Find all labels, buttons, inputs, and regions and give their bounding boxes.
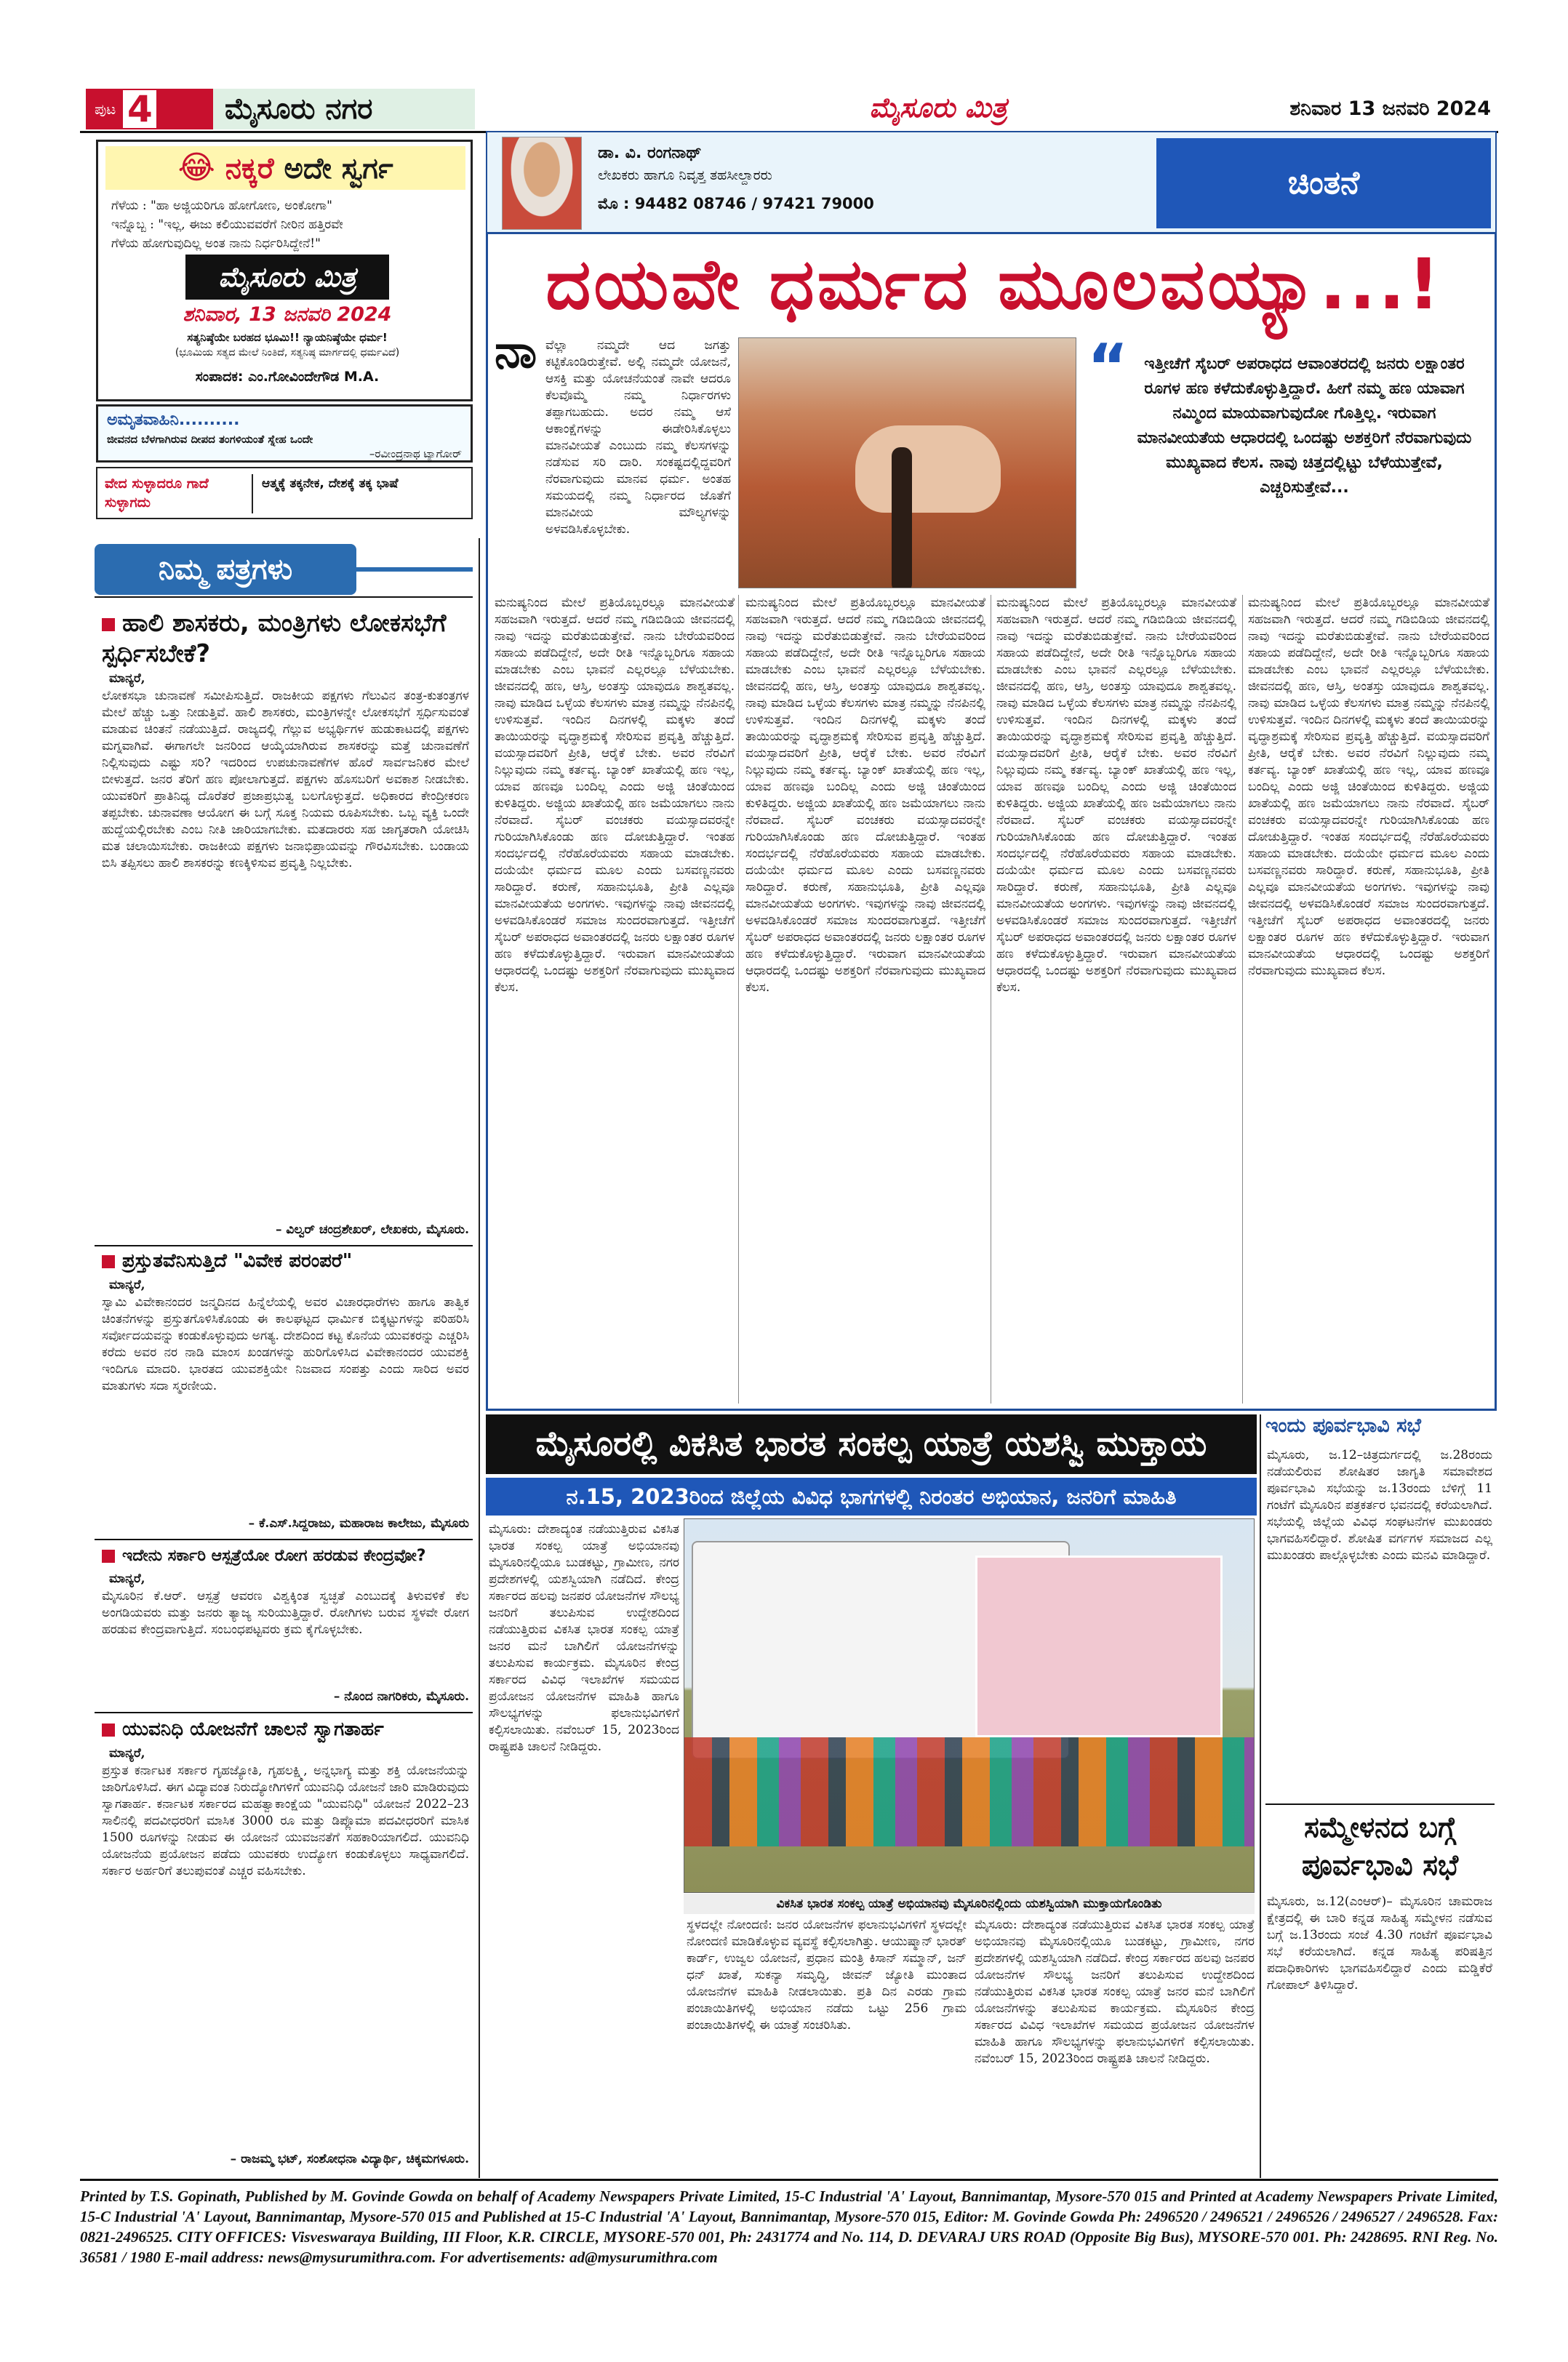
bullet-icon [102, 1550, 115, 1563]
letter-salutation: ಮಾನ್ಯರೆ, [109, 1572, 145, 1586]
gade-divider [252, 474, 253, 513]
letters-rule [95, 596, 473, 598]
mini-masthead: ಮೈಸೂರು ಮಿತ್ರ [185, 255, 389, 300]
notice-body: ಮೈಸೂರು, ಜ.12–ಚಿತ್ರದುರ್ಗದಲ್ಲಿ ಜ.28ರಂದು ನಡೆಯಲಿರುವ ಶೋಷಿತರ ಜಾಗೃತಿ ಸಮಾವೇಶದ ಪೂರ್ವಭಾವಿ ಸಭೆಯನ್ನು ಜ.13ರಂದು ಬೆಳಿಗ್ಗೆ 11 ಗಂಟೆಗೆ ಮೈಸೂರಿನ ಪತ್ರಕರ್ತರ ಭವನದಲ್ಲಿ ಕರೆಯಲಾಗಿದೆ. ಸಭೆಯಲ್ಲಿ ಜಿಲ್ಲೆಯ ವಿವಿಧ ಸಂಘಟನೆಗಳ ಮುಖಂಡರು ಭಾಗವಹಿಸಲಿದ್ದಾರೆ. ಶೋಷಿತ ವರ್ಗಗಳ ಸಮಾಜದ ಎಲ್ಲ ಮುಖಂಡರು ಪಾಲ್ಗೊಳ್ಳಬೇಕು ಎಂದು ಮನವಿ ಮಾಡಿದ್ದಾರೆ. [1267, 1448, 1492, 1563]
letter-headline: ಇದೇನು ಸರ್ಕಾರಿ ಆಸ್ಪತ್ರೆಯೋ ರೋಗ ಹರಡುವ ಕೇಂದ್ರವೋ? [102, 1545, 469, 1568]
imprint-line: Printed by T.S. Gopinath, Published by M. Govinde Gowda on behalf of Academy Newspapers Private Limited, 15-C Industrial 'A' Layout, Bannimantap, Mysore-570 015 and Printed at Academy Newspapers Private Limited, 15-C Industrial 'A' Layout, Bannimantap, Mysore-570 015 and Published at 15-C Industrial 'A' Layout, Bannimantap, Mysore-570 015, Editor: M. Govinde Gowda Ph: 2496520 / 2496521 / 2496526 / 2496527 / 2496528. Fax: 0821-2496525. CITY OFFICES: Visveswaraya Building, III Floor, K.R. CIRCLE, MYSORE-570 001, Ph: 2431774 and No. 114, D. DEVARAJ URS ROAD (Opposite Big Bus), MYSORE-570 001. Ph: 2428695. RNI Reg. No. 36581 / 1980 E-mail address: news@mysurumithra.com. For advertisements: ad@mysurumithra.com [80, 2187, 1498, 2266]
letter-body: ಲೋಕಸಭಾ ಚುನಾವಣೆ ಸಮೀಪಿಸುತ್ತಿದೆ. ರಾಜಕೀಯ ಪಕ್ಷಗಳು ಗೆಲುವಿನ ತಂತ್ರ-ಕುತಂತ್ರಗಳ ಮೇಲೆ ಹೆಚ್ಚು ಒತ್ತು ನೀಡುತ್ತಿವೆ. ಹಾಲಿ ಶಾಸಕರು, ಮಂತ್ರಿಗಳನ್ನೇ ಲೋಕಸಭೆಗೆ ಸ್ಪರ್ಧಿಸುವಂತೆ ಮಾಡುವ ಚಿಂತನೆ ನಡೆಯುತ್ತಿದೆ. ರಾಜ್ಯದಲ್ಲಿ ಗೆಲ್ಲುವ ಅಭ್ಯರ್ಥಿಗಳ ಹುಡುಕಾಟದಲ್ಲಿ ಪಕ್ಷಗಳು ಮಗ್ನವಾಗಿವೆ. ಈಗಾಗಲೇ ಜನರಿಂದ ಆಯ್ಕೆಯಾಗಿರುವ ಶಾಸಕರನ್ನು ಮತ್ತೆ ಚುನಾವಣೆಗೆ ನಿಲ್ಲಿಸುವುದು ಎಷ್ಟು ಸರಿ? ಇದರಿಂದ ಉಪಚುನಾವಣೆಗಳ ಹೊರೆ ಸಾರ್ವಜನಿಕರ ಮೇಲೆ ಬೀಳುತ್ತದೆ. ಜನರ ತೆರಿಗೆ ಹಣ ಪೋಲಾಗುತ್ತದೆ. ಪಕ್ಷಗಳು ಹೊಸಬರಿಗೆ ಅವಕಾಶ ನೀಡಬೇಕು. ಯುವಕರಿಗೆ ಪ್ರಾತಿನಿಧ್ಯ ದೊರೆತರೆ ಪ್ರಜಾಪ್ರಭುತ್ವ ಬಲಗೊಳ್ಳುತ್ತದೆ. ಅಧಿಕಾರದ ಕೇಂದ್ರೀಕರಣ ತಪ್ಪಬೇಕು. ಚುನಾವಣಾ ಆಯೋಗ ಈ ಬಗ್ಗೆ ಸೂಕ್ತ ನಿಯಮ ರೂಪಿಸಬೇಕು. ಒಬ್ಬ ವ್ಯಕ್ತಿ ಒಂದೇ ಹುದ್ದೆಯಲ್ಲಿರಬೇಕು ಎಂಬ ನೀತಿ ಜಾರಿಯಾಗಬೇಕು. ಮತದಾರರು ಸಹ ಜಾಗೃತರಾಗಿ ಯೋಚಿಸಿ ಮತ ಚಲಾಯಿಸಬೇಕು. ರಾಜಕೀಯ ಪಕ್ಷಗಳು ಜನಾಭಿಪ್ರಾಯವನ್ನು ಗೌರವಿಸಬೇಕು. ಬಂಡಾಯ ಬಿಸಿ ತಪ್ಪಿಸಲು ಹಾಲಿ ಶಾಸಕರನ್ನು ಕಣಕ್ಕಿಳಿಸುವ ಪ್ರವೃತ್ತಿ ನಿಲ್ಲಬೇಕು. [102, 689, 469, 870]
letter-signature: – ರಾಜಮ್ಮ ಭಟ್, ಸಂಶೋಧನಾ ವಿದ್ಯಾರ್ಥಿ, ಚಿಕ್ಕಮಗಳೂರು. [230, 2152, 469, 2166]
author-name: ಡಾ. ವಿ. ರಂಗನಾಥ್ [598, 144, 702, 162]
pull-quote: ಇತ್ತೀಚೆಗೆ ಸೈಬರ್ ಅಪರಾಧದ ಆವಾಂತರದಲ್ಲಿ ಜನರು ಲಕ್ಷಾಂತರ ರೂಗಳ ಹಣ ಕಳೆದುಕೊಳ್ಳುತ್ತಿದ್ದಾರೆ. ಹೀಗೆ ನಮ್ಮ ಹಣ ಯಾವಾಗ ನಮ್ಮಿಂದ ಮಾಯವಾಗುವುದೋ ಗೊತ್ತಿಲ್ಲ. ಇರುವಾಗ ಮಾನವೀಯತೆಯ ಆಧಾರದಲ್ಲಿ ಒಂದಷ್ಟು ಅಶಕ್ತರಿಗೆ ನೆರವಾಗುವುದು ಮುಖ್ಯವಾದ ಕೆಲಸ. ನಾವು ಚಿತ್ತದಲ್ಲಿಟ್ಟು ಬೆಳೆಯುತ್ತೇವೆ, ಎಚ್ಚರಿಸುತ್ತೇವೆ... [1137, 355, 1472, 497]
column-label: ಚಿಂತನೆ [1156, 138, 1491, 228]
walking-stick-shape [892, 447, 912, 588]
amrutavahini-box [96, 404, 473, 463]
article-column-2: ಮನುಷ್ಯನಿಂದ ಮೇಲೆ ಪ್ರತಿಯೊಬ್ಬರಲ್ಲೂ ಮಾನವೀಯತೆ ಸಹಜವಾಗಿ ಇರುತ್ತದೆ. ಆದರೆ ನಮ್ಮ ಗಡಿಬಿಡಿಯ ಜೀವನದಲ್ಲಿ ನಾವು ಇದನ್ನು ಮರೆತುಬಿಡುತ್ತೇವೆ. ನಾನು ಬೇರೆಯವರಿಂದ ಸಹಾಯ ಪಡೆದಿದ್ದೇನೆ, ಅದೇ ರೀತಿ ಇನ್ನೊಬ್ಬರಿಗೂ ಸಹಾಯ ಮಾಡಬೇಕು ಎಂಬ ಭಾವನೆ ಎಲ್ಲರಲ್ಲೂ ಬೆಳೆಯಬೇಕು. ಜೀವನದಲ್ಲಿ ಹಣ, ಆಸ್ತಿ, ಅಂತಸ್ತು ಯಾವುದೂ ಶಾಶ್ವತವಲ್ಲ. ನಾವು ಮಾಡಿದ ಒಳ್ಳೆಯ ಕೆಲಸಗಳು ಮಾತ್ರ ನಮ್ಮನ್ನು ನೆನಪಿನಲ್ಲಿ ಉಳಿಸುತ್ತವೆ. ಇಂದಿನ ದಿನಗಳಲ್ಲಿ ಮಕ್ಕಳು ತಂದೆ ತಾಯಿಯರನ್ನು ವೃದ್ಧಾಶ್ರಮಕ್ಕೆ ಸೇರಿಸುವ ಪ್ರವೃತ್ತಿ ಹೆಚ್ಚುತ್ತಿದೆ. ವಯಸ್ಸಾದವರಿಗೆ ಪ್ರೀತಿ, ಆರೈಕೆ ಬೇಕು. ಅವರ ನೆರವಿಗೆ ನಿಲ್ಲುವುದು ನಮ್ಮ ಕರ್ತವ್ಯ. ಬ್ಯಾಂಕ್ ಖಾತೆಯಲ್ಲಿ ಹಣ ಇಲ್ಲ, ಯಾವ ಹಣವೂ ಬಂದಿಲ್ಲ ಎಂದು ಅಜ್ಜಿ ಚಿಂತೆಯಿಂದ ಕುಳಿತಿದ್ದರು. ಅಜ್ಜಿಯ ಖಾತೆಯಲ್ಲಿ ಹಣ ಜಮೆಯಾಗಲು ನಾನು ನೆರವಾದೆ. ಸೈಬರ್ ವಂಚಕರು ವಯಸ್ಸಾದವರನ್ನೇ ಗುರಿಯಾಗಿಸಿಕೊಂಡು ಹಣ ದೋಚುತ್ತಿದ್ದಾರೆ. ಇಂತಹ ಸಂದರ್ಭದಲ್ಲಿ ನೆರೆಹೊರೆಯವರು ಸಹಾಯ ಮಾಡಬೇಕು. ದಯೆಯೇ ಧರ್ಮದ ಮೂಲ ಎಂದು ಬಸವಣ್ಣನವರು ಸಾರಿದ್ದಾರೆ. ಕರುಣೆ, ಸಹಾನುಭೂತಿ, ಪ್ರೀತಿ ಎಲ್ಲವೂ ಮಾನವೀಯತೆಯ ಅಂಗಗಳು. ಇವುಗಳನ್ನು ನಾವು ಜೀವನದಲ್ಲಿ ಅಳವಡಿಸಿಕೊಂಡರೆ ಸಮಾಜ ಸುಂದರವಾಗುತ್ತದೆ. ಇತ್ತೀಚೆಗೆ ಸೈಬರ್ ಅಪರಾಧದ ಅವಾಂತರದಲ್ಲಿ ಜನರು ಲಕ್ಷಾಂತರ ರೂಗಳ ಹಣ ಕಳೆದುಕೊಳ್ಳುತ್ತಿದ್ದಾರೆ. ಇರುವಾಗ ಮಾನವೀಯತೆಯ ಆಧಾರದಲ್ಲಿ ಒಂದಷ್ಟು ಅಶಕ್ತರಿಗೆ ನೆರವಾಗುವುದು ಮುಖ್ಯವಾದ ಕೆಲಸ. [745, 596, 985, 995]
page-number-box [86, 89, 213, 129]
tagline: ಸತ್ಯನಿಷ್ಠೆಯೇ ಬರಹದ ಭೂಮಿ!! ನ್ಯಾಯನಿಷ್ಠೆಯೇ ಧರ್ಮ! [187, 331, 388, 344]
gade-left: ವೇದ ಸುಳ್ಳಾದರೂ ಗಾದೆ ಸುಳ್ಳಾಗದು [105, 476, 209, 511]
article-headline: ದಯವೇ ಧರ್ಮದ ಮೂಲವಯ್ಯಾ...! [545, 244, 1443, 325]
author-photo [502, 137, 582, 230]
letter-divider [95, 1245, 473, 1246]
notice-divider [1260, 1414, 1261, 2178]
letter-headline: ಹಾಲಿ ಶಾಸಕರು, ಮಂತ್ರಿಗಳು ಲೋಕಸಭೆಗೆ ಸ್ಪರ್ಧಿಸಬೇಕೆ? [102, 609, 447, 668]
news-headline: ಮೈಸೂರಲ್ಲಿ ವಿಕಸಿತ ಭಾರತ ಸಂಕಲ್ಪ ಯಾತ್ರೆ ಯಶಸ್ವಿ ಮುಕ್ತಾಯ [486, 1414, 1257, 1474]
hand-shape [855, 425, 1001, 513]
laughing-face-icon: 😂 [177, 149, 215, 186]
letter-body: ಮೈಸೂರಿನ ಕೆ.ಆರ್. ಆಸ್ಪತ್ರೆ ಆವರಣ ವಿಶ್ವಕ್ಕಿಂತ ಸ್ವಚ್ಛತೆ ಎಂಬುದಕ್ಕೆ ತಿಳುವಳಿಕೆ ಕೆಲ ಅಂಗಡಿಯವರು ಮತ್ತು ಜನರು ತ್ಯಾಜ್ಯ ಸುರಿಯುತ್ತಿದ್ದಾರೆ. ರೋಗಿಗಳು ಬರುವ ಸ್ಥಳವೇ ರೋಗ ಹರಡುವ ಕೇಂದ್ರವಾಗುತ್ತಿದೆ. ಸಂಬಂಧಪಟ್ಟವರು ಕ್ರಮ ಕೈಗೊಳ್ಳಬೇಕು. [102, 1589, 469, 1637]
letter-headline: ಯುವನಿಧಿ ಯೋಜನೆಗೆ ಚಾಲನೆ ಸ್ವಾಗತಾರ್ಹ [102, 1718, 469, 1741]
letter-headline: ಪ್ರಸ್ತುತವೆನಿಸುತ್ತಿದೆ "ವಿವೇಕ ಪರಂಪರೆ" [102, 1249, 469, 1273]
nakkare-title-b: ಅದೇ ಸ್ವರ್ಗ [284, 152, 393, 185]
nakkare-line: ಗೆಳೆಯ : "ಹಾ ಅಜ್ಜಿಯರಿಗೂ ಹೋಗೋಣ, ಅಂಕೋಗಾ" [111, 199, 332, 213]
nakkare-box [96, 140, 473, 401]
page-label: ಪುಟ [95, 100, 116, 118]
article-col-rule [1242, 595, 1243, 1404]
nakkare-line: ಇನ್ನೊಬ್ಬ : "ಇಲ್ಲ, ಈಜು ಕಲಿಯುವವರೆಗೆ ನೀರಿನ ಹತ್ತಿರವೇ [111, 217, 343, 232]
column-divider [479, 538, 480, 2178]
letter-signature: – ಕೆ.ಎಸ್.ಸಿದ್ದರಾಜು, ಮಹಾರಾಜ ಕಾಲೇಜು, ಮೈಸೂರು [248, 1516, 469, 1531]
amrutavahini-author: –ರವೀಂದ್ರನಾಥ ಟ್ಯಾಗೋರ್ [369, 447, 462, 460]
letter-divider [95, 1539, 473, 1540]
article-col-rule [738, 595, 739, 1404]
author-phone: ಮೊ : 94482 08746 / 97421 79000 [598, 195, 874, 212]
letter-salutation: ಮಾನ್ಯರೆ, [109, 1278, 145, 1292]
article-intro: ವೆಲ್ಲಾ ನಮ್ಮದೇ ಆದ ಜಗತ್ತು ಕಟ್ಟಿಕೊಂಡಿರುತ್ತೇವೆ. ಅಲ್ಲಿ ನಮ್ಮದೇ ಯೋಜನೆ, ಆಸಕ್ತಿ ಮತ್ತು ಯೋಚನೆಯಂತೆ ನಾವೇ ಆದರೂ ಕೆಲವೊಮ್ಮೆ ನಮ್ಮ ನಿರ್ಧಾರಗಳು ತಪ್ಪಾಗಬಹುದು. ಅದರ ನಮ್ಮ ಆಸೆ ಆಕಾಂಕ್ಷೆಗಳನ್ನು ಈಡೇರಿಸಿಕೊಳ್ಳಲು ಮಾನವೀಯತೆ ಎಂಬುದು ನಮ್ಮ ಕೆಲಸಗಳನ್ನು ನಡೆಸುವ ಸರಿ ದಾರಿ. ಸಂಕಷ್ಟದಲ್ಲಿದ್ದವರಿಗೆ ನೆರವಾಗುವುದು ಮಾನವ ಧರ್ಮ. ಅಂತಹ ಸಮಯದಲ್ಲಿ ನಮ್ಮ ನಿರ್ಧಾರದ ಜೊತೆಗೆ ಮಾನವೀಯ ಮೌಲ್ಯಗಳನ್ನು ಅಳವಡಿಸಿಕೊಳ್ಳಬೇಕು. [545, 338, 731, 537]
masthead: ಮೈಸೂರು ಮಿತ್ರ [869, 92, 1007, 124]
article-column-3: ಮನುಷ್ಯನಿಂದ ಮೇಲೆ ಪ್ರತಿಯೊಬ್ಬರಲ್ಲೂ ಮಾನವೀಯತೆ ಸಹಜವಾಗಿ ಇರುತ್ತದೆ. ಆದರೆ ನಮ್ಮ ಗಡಿಬಿಡಿಯ ಜೀವನದಲ್ಲಿ ನಾವು ಇದನ್ನು ಮರೆತುಬಿಡುತ್ತೇವೆ. ನಾನು ಬೇರೆಯವರಿಂದ ಸಹಾಯ ಪಡೆದಿದ್ದೇನೆ, ಅದೇ ರೀತಿ ಇನ್ನೊಬ್ಬರಿಗೂ ಸಹಾಯ ಮಾಡಬೇಕು ಎಂಬ ಭಾವನೆ ಎಲ್ಲರಲ್ಲೂ ಬೆಳೆಯಬೇಕು. ಜೀವನದಲ್ಲಿ ಹಣ, ಆಸ್ತಿ, ಅಂತಸ್ತು ಯಾವುದೂ ಶಾಶ್ವತವಲ್ಲ. ನಾವು ಮಾಡಿದ ಒಳ್ಳೆಯ ಕೆಲಸಗಳು ಮಾತ್ರ ನಮ್ಮನ್ನು ನೆನಪಿನಲ್ಲಿ ಉಳಿಸುತ್ತವೆ. ಇಂದಿನ ದಿನಗಳಲ್ಲಿ ಮಕ್ಕಳು ತಂದೆ ತಾಯಿಯರನ್ನು ವೃದ್ಧಾಶ್ರಮಕ್ಕೆ ಸೇರಿಸುವ ಪ್ರವೃತ್ತಿ ಹೆಚ್ಚುತ್ತಿದೆ. ವಯಸ್ಸಾದವರಿಗೆ ಪ್ರೀತಿ, ಆರೈಕೆ ಬೇಕು. ಅವರ ನೆರವಿಗೆ ನಿಲ್ಲುವುದು ನಮ್ಮ ಕರ್ತವ್ಯ. ಬ್ಯಾಂಕ್ ಖಾತೆಯಲ್ಲಿ ಹಣ ಇಲ್ಲ, ಯಾವ ಹಣವೂ ಬಂದಿಲ್ಲ ಎಂದು ಅಜ್ಜಿ ಚಿಂತೆಯಿಂದ ಕುಳಿತಿದ್ದರು. ಅಜ್ಜಿಯ ಖಾತೆಯಲ್ಲಿ ಹಣ ಜಮೆಯಾಗಲು ನಾನು ನೆರವಾದೆ. ಸೈಬರ್ ವಂಚಕರು ವಯಸ್ಸಾದವರನ್ನೇ ಗುರಿಯಾಗಿಸಿಕೊಂಡು ಹಣ ದೋಚುತ್ತಿದ್ದಾರೆ. ಇಂತಹ ಸಂದರ್ಭದಲ್ಲಿ ನೆರೆಹೊರೆಯವರು ಸಹಾಯ ಮಾಡಬೇಕು. ದಯೆಯೇ ಧರ್ಮದ ಮೂಲ ಎಂದು ಬಸವಣ್ಣನವರು ಸಾರಿದ್ದಾರೆ. ಕರುಣೆ, ಸಹಾನುಭೂತಿ, ಪ್ರೀತಿ ಎಲ್ಲವೂ ಮಾನವೀಯತೆಯ ಅಂಗಗಳು. ಇವುಗಳನ್ನು ನಾವು ಜೀವನದಲ್ಲಿ ಅಳವಡಿಸಿಕೊಂಡರೆ ಸಮಾಜ ಸುಂದರವಾಗುತ್ತದೆ. ಇತ್ತೀಚೆಗೆ ಸೈಬರ್ ಅಪರಾಧದ ಅವಾಂತರದಲ್ಲಿ ಜನರು ಲಕ್ಷಾಂತರ ರೂಗಳ ಹಣ ಕಳೆದುಕೊಳ್ಳುತ್ತಿದ್ದಾರೆ. ಇರುವಾಗ ಮಾನವೀಯತೆಯ ಆಧಾರದಲ್ಲಿ ಒಂದಷ್ಟು ಅಶಕ್ತರಿಗೆ ನೆರವಾಗುವುದು ಮುಖ್ಯವಾದ ಕೆಲಸ. [996, 596, 1236, 995]
author-description: ಲೇಖಕರು ಹಾಗೂ ನಿವೃತ್ತ ತಹಸೀಲ್ದಾರರು [598, 167, 772, 183]
bullet-icon [102, 1724, 115, 1737]
page-number: 4 [123, 90, 156, 128]
letters-header-rule [356, 567, 473, 572]
nakkare-title [105, 146, 465, 190]
notice-rule [1265, 1803, 1495, 1805]
notice-title: ಸಮ್ಮೇಳನದ ಬಗ್ಗೆ ಪೂರ್ವಭಾವಿ ಸಭೆ [1301, 1811, 1459, 1882]
letter-signature: – ನೊಂದ ನಾಗರಿಕರು, ಮೈಸೂರು. [333, 1689, 469, 1704]
yatra-event-photo [684, 1518, 1255, 1893]
nakkare-line: ಗೆಳೆಯ ಹೋಗುವುದಿಲ್ಲ ಅಂತ ನಾನು ನಿರ್ಧರಿಸಿದ್ದೇನೆ!" [111, 236, 321, 251]
nakkare-title-a: ನಕ್ಕರೆ [225, 152, 274, 185]
section-title: ಮೈಸೂರು ನಗರ [213, 89, 475, 129]
issue-date: ಶನಿವಾರ 13 ಜನವರಿ 2024 [1289, 97, 1491, 120]
article-column-1: ಮನುಷ್ಯನಿಂದ ಮೇಲೆ ಪ್ರತಿಯೊಬ್ಬರಲ್ಲೂ ಮಾನವೀಯತೆ ಸಹಜವಾಗಿ ಇರುತ್ತದೆ. ಆದರೆ ನಮ್ಮ ಗಡಿಬಿಡಿಯ ಜೀವನದಲ್ಲಿ ನಾವು ಇದನ್ನು ಮರೆತುಬಿಡುತ್ತೇವೆ. ನಾನು ಬೇರೆಯವರಿಂದ ಸಹಾಯ ಪಡೆದಿದ್ದೇನೆ, ಅದೇ ರೀತಿ ಇನ್ನೊಬ್ಬರಿಗೂ ಸಹಾಯ ಮಾಡಬೇಕು ಎಂಬ ಭಾವನೆ ಎಲ್ಲರಲ್ಲೂ ಬೆಳೆಯಬೇಕು. ಜೀವನದಲ್ಲಿ ಹಣ, ಆಸ್ತಿ, ಅಂತಸ್ತು ಯಾವುದೂ ಶಾಶ್ವತವಲ್ಲ. ನಾವು ಮಾಡಿದ ಒಳ್ಳೆಯ ಕೆಲಸಗಳು ಮಾತ್ರ ನಮ್ಮನ್ನು ನೆನಪಿನಲ್ಲಿ ಉಳಿಸುತ್ತವೆ. ಇಂದಿನ ದಿನಗಳಲ್ಲಿ ಮಕ್ಕಳು ತಂದೆ ತಾಯಿಯರನ್ನು ವೃದ್ಧಾಶ್ರಮಕ್ಕೆ ಸೇರಿಸುವ ಪ್ರವೃತ್ತಿ ಹೆಚ್ಚುತ್ತಿದೆ. ವಯಸ್ಸಾದವರಿಗೆ ಪ್ರೀತಿ, ಆರೈಕೆ ಬೇಕು. ಅವರ ನೆರವಿಗೆ ನಿಲ್ಲುವುದು ನಮ್ಮ ಕರ್ತವ್ಯ. ಬ್ಯಾಂಕ್ ಖಾತೆಯಲ್ಲಿ ಹಣ ಇಲ್ಲ, ಯಾವ ಹಣವೂ ಬಂದಿಲ್ಲ ಎಂದು ಅಜ್ಜಿ ಚಿಂತೆಯಿಂದ ಕುಳಿತಿದ್ದರು. ಅಜ್ಜಿಯ ಖಾತೆಯಲ್ಲಿ ಹಣ ಜಮೆಯಾಗಲು ನಾನು ನೆರವಾದೆ. ಸೈಬರ್ ವಂಚಕರು ವಯಸ್ಸಾದವರನ್ನೇ ಗುರಿಯಾಗಿಸಿಕೊಂಡು ಹಣ ದೋಚುತ್ತಿದ್ದಾರೆ. ಇಂತಹ ಸಂದರ್ಭದಲ್ಲಿ ನೆರೆಹೊರೆಯವರು ಸಹಾಯ ಮಾಡಬೇಕು. ದಯೆಯೇ ಧರ್ಮದ ಮೂಲ ಎಂದು ಬಸವಣ್ಣನವರು ಸಾರಿದ್ದಾರೆ. ಕರುಣೆ, ಸಹಾನುಭೂತಿ, ಪ್ರೀತಿ ಎಲ್ಲವೂ ಮಾನವೀಯತೆಯ ಅಂಗಗಳು. ಇವುಗಳನ್ನು ನಾವು ಜೀವನದಲ್ಲಿ ಅಳವಡಿಸಿಕೊಂಡರೆ ಸಮಾಜ ಸುಂದರವಾಗುತ್ತದೆ. ಇತ್ತೀಚೆಗೆ ಸೈಬರ್ ಅಪರಾಧದ ಅವಾಂತರದಲ್ಲಿ ಜನರು ಲಕ್ಷಾಂತರ ರೂಗಳ ಹಣ ಕಳೆದುಕೊಳ್ಳುತ್ತಿದ್ದಾರೆ. ಇರುವಾಗ ಮಾನವೀಯತೆಯ ಆಧಾರದಲ್ಲಿ ಒಂದಷ್ಟು ಅಶಕ್ತರಿಗೆ ನೆರವಾಗುವುದು ಮುಖ್ಯವಾದ ಕೆಲಸ. [495, 596, 735, 995]
letter-body: ಸ್ವಾಮಿ ವಿವೇಕಾನಂದರ ಜನ್ಮದಿನದ ಹಿನ್ನೆಲೆಯಲ್ಲಿ ಅವರ ವಿಚಾರಧಾರೆಗಳು ಹಾಗೂ ತಾತ್ವಿಕ ಚಿಂತನೆಗಳನ್ನು ಪ್ರಸ್ತುತಗೊಳಿಸಿಕೊಂಡು ಈ ಕಾಲಘಟ್ಟದ ಧಾರ್ಮಿಕ ಬಿಕ್ಕಟ್ಟುಗಳನ್ನು ಪರಿಹರಿಸಿ ಸರ್ವೋದಯವನ್ನು ಕಂಡುಕೊಳ್ಳುವುದು ಅಗತ್ಯ. ದೇಶದಿಂದ ಕಟ್ಟ ಕೊನೆಯ ಯುವಕರನ್ನು ಎಚ್ಚರಿಸಿ ಕರೆದು ಅವರ ನರ ನಾಡಿ ಮಾಂಸ ಖಂಡಗಳನ್ನು ಹುರಿಗೊಳಿಸಿದ ವಿವೇಕಾನಂದರ ಯುವಶಕ್ತಿ ಇಂದಿಗೂ ಮಾದರಿ. ಭಾರತದ ಯುವಶಕ್ತಿಯೇ ನಿಜವಾದ ಸಂಪತ್ತು ಎಂದು ಸಾರಿದ ಅವರ ಮಾತುಗಳು ಸದಾ ಸ್ಮರಣೀಯ. [102, 1295, 469, 1393]
drop-cap: ನಾ [495, 325, 537, 379]
bullet-icon [102, 1255, 115, 1268]
quote-mark-icon: “ [1087, 331, 1129, 404]
news-body-center: ಸ್ಥಳದಲ್ಲೇ ನೋಂದಣಿ: ಜನರ ಯೋಜನೆಗಳ ಫಲಾನುಭವಿಗಳಿಗೆ ಸ್ಥಳದಲ್ಲೇ ನೋಂದಣಿ ಮಾಡಿಕೊಳ್ಳುವ ವ್ಯವಸ್ಥೆ ಕಲ್ಪಿಸಲಾಗಿತ್ತು. ಆಯುಷ್ಮಾನ್ ಭಾರತ್ ಕಾರ್ಡ್, ಉಜ್ವಲ ಯೋಜನೆ, ಪ್ರಧಾನ ಮಂತ್ರಿ ಕಿಸಾನ್ ಸಮ್ಮಾನ್, ಜನ್ ಧನ್ ಖಾತೆ, ಸುಕನ್ಯಾ ಸಮೃದ್ಧಿ, ಜೀವನ್ ಜ್ಯೋತಿ ಮುಂತಾದ ಯೋಜನೆಗಳ ಮಾಹಿತಿ ನೀಡಲಾಯಿತು. ಪ್ರತಿ ದಿನ ಎರಡು ಗ್ರಾಮ ಪಂಚಾಯಿತಿಗಳಲ್ಲಿ ಅಭಿಯಾನ ನಡೆದು ಒಟ್ಟು 256 ಗ್ರಾಮ ಪಂಚಾಯಿತಿಗಳಲ್ಲಿ ಈ ಯಾತ್ರೆ ಸಂಚರಿಸಿತು. [687, 1918, 967, 2033]
article-column-4: ಮನುಷ್ಯನಿಂದ ಮೇಲೆ ಪ್ರತಿಯೊಬ್ಬರಲ್ಲೂ ಮಾನವೀಯತೆ ಸಹಜವಾಗಿ ಇರುತ್ತದೆ. ಆದರೆ ನಮ್ಮ ಗಡಿಬಿಡಿಯ ಜೀವನದಲ್ಲಿ ನಾವು ಇದನ್ನು ಮರೆತುಬಿಡುತ್ತೇವೆ. ನಾನು ಬೇರೆಯವರಿಂದ ಸಹಾಯ ಪಡೆದಿದ್ದೇನೆ, ಅದೇ ರೀತಿ ಇನ್ನೊಬ್ಬರಿಗೂ ಸಹಾಯ ಮಾಡಬೇಕು ಎಂಬ ಭಾವನೆ ಎಲ್ಲರಲ್ಲೂ ಬೆಳೆಯಬೇಕು. ಜೀವನದಲ್ಲಿ ಹಣ, ಆಸ್ತಿ, ಅಂತಸ್ತು ಯಾವುದೂ ಶಾಶ್ವತವಲ್ಲ. ನಾವು ಮಾಡಿದ ಒಳ್ಳೆಯ ಕೆಲಸಗಳು ಮಾತ್ರ ನಮ್ಮನ್ನು ನೆನಪಿನಲ್ಲಿ ಉಳಿಸುತ್ತವೆ. ಇಂದಿನ ದಿನಗಳಲ್ಲಿ ಮಕ್ಕಳು ತಂದೆ ತಾಯಿಯರನ್ನು ವೃದ್ಧಾಶ್ರಮಕ್ಕೆ ಸೇರಿಸುವ ಪ್ರವೃತ್ತಿ ಹೆಚ್ಚುತ್ತಿದೆ. ವಯಸ್ಸಾದವರಿಗೆ ಪ್ರೀತಿ, ಆರೈಕೆ ಬೇಕು. ಅವರ ನೆರವಿಗೆ ನಿಲ್ಲುವುದು ನಮ್ಮ ಕರ್ತವ್ಯ. ಬ್ಯಾಂಕ್ ಖಾತೆಯಲ್ಲಿ ಹಣ ಇಲ್ಲ, ಯಾವ ಹಣವೂ ಬಂದಿಲ್ಲ ಎಂದು ಅಜ್ಜಿ ಚಿಂತೆಯಿಂದ ಕುಳಿತಿದ್ದರು. ಅಜ್ಜಿಯ ಖಾತೆಯಲ್ಲಿ ಹಣ ಜಮೆಯಾಗಲು ನಾನು ನೆರವಾದೆ. ಸೈಬರ್ ವಂಚಕರು ವಯಸ್ಸಾದವರನ್ನೇ ಗುರಿಯಾಗಿಸಿಕೊಂಡು ಹಣ ದೋಚುತ್ತಿದ್ದಾರೆ. ಇಂತಹ ಸಂದರ್ಭದಲ್ಲಿ ನೆರೆಹೊರೆಯವರು ಸಹಾಯ ಮಾಡಬೇಕು. ದಯೆಯೇ ಧರ್ಮದ ಮೂಲ ಎಂದು ಬಸವಣ್ಣನವರು ಸಾರಿದ್ದಾರೆ. ಕರುಣೆ, ಸಹಾನುಭೂತಿ, ಪ್ರೀತಿ ಎಲ್ಲವೂ ಮಾನವೀಯತೆಯ ಅಂಗಗಳು. ಇವುಗಳನ್ನು ನಾವು ಜೀವನದಲ್ಲಿ ಅಳವಡಿಸಿಕೊಂಡರೆ ಸಮಾಜ ಸುಂದರವಾಗುತ್ತದೆ. ಇತ್ತೀಚೆಗೆ ಸೈಬರ್ ಅಪರಾಧದ ಅವಾಂತರದಲ್ಲಿ ಜನರು ಲಕ್ಷಾಂತರ ರೂಗಳ ಹಣ ಕಳೆದುಕೊಳ್ಳುತ್ತಿದ್ದಾರೆ. ಇರುವಾಗ ಮಾನವೀಯತೆಯ ಆಧಾರದಲ್ಲಿ ಒಂದಷ್ಟು ಅಶಕ್ತರಿಗೆ ನೆರವಾಗುವುದು ಮುಖ್ಯವಾದ ಕೆಲಸ. [1248, 596, 1489, 978]
amrutavahini-title: ಅಮೃತವಾಹಿನಿ.......... [107, 411, 240, 429]
letter-salutation: ಮಾನ್ಯರೆ, [109, 671, 145, 686]
notice-body: ಮೈಸೂರು, ಜ.12(ಎಂಆರ್)– ಮೈಸೂರಿನ ಚಾಮರಾಜ ಕ್ಷೇತ್ರದಲ್ಲಿ ಈ ಬಾರಿ ಕನ್ನಡ ಸಾಹಿತ್ಯ ಸಮ್ಮೇಳನ ನಡೆಸುವ ಬಗ್ಗೆ ಜ.13ರಂದು ಸಂಜೆ 4.30 ಗಂಟೆಗೆ ಪೂರ್ವಭಾವಿ ಸಭೆ ಕರೆಯಲಾಗಿದೆ. ಕನ್ನಡ ಸಾಹಿತ್ಯ ಪರಿಷತ್ತಿನ ಪದಾಧಿಕಾರಿಗಳು ಭಾಗವಹಿಸಲಿದ್ದಾರೆ ಎಂದು ಮಡ್ಡಿಕೆರೆ ಗೋಪಾಲ್ ತಿಳಿಸಿದ್ದಾರೆ. [1267, 1894, 1492, 1993]
notice-title: ಇಂದು ಪೂರ್ವಭಾವಿ ಸಭೆ [1265, 1414, 1421, 1437]
mini-date: ಶನಿವಾರ, 13 ಜನವರಿ 2024 [183, 303, 392, 326]
letter-divider [95, 1712, 473, 1713]
crowd-shape [684, 1737, 1255, 1846]
bullet-icon [102, 618, 115, 631]
letters-header: ನಿಮ್ಮ ಪತ್ರಗಳು [95, 544, 356, 595]
news-subheadline: ನ.15, 2023ರಿಂದ ಜಿಲ್ಲೆಯ ವಿವಿಧ ಭಾಗಗಳಲ್ಲಿ ನಿರಂತರ ಅಭಿಯಾನ, ಜನರಿಗೆ ಮಾಹಿತಿ [486, 1478, 1257, 1516]
letter-signature: – ವಿಲ್ವರ್ ಚಂದ್ರಶೇಖರ್, ಲೇಖಕರು, ಮೈಸೂರು. [276, 1222, 469, 1237]
amrutavahini-quote: ಜೀವನದ ಬೆಳಗಾಗಿರುವ ದೀಪದ ತಂಗಳಿಯಂತೆ ಸ್ನೇಹ ಒಂದೇ [107, 433, 313, 446]
news-body-right: ಮೈಸೂರು: ದೇಶಾದ್ಯಂತ ನಡೆಯುತ್ತಿರುವ ವಿಕಸಿತ ಭಾರತ ಸಂಕಲ್ಪ ಯಾತ್ರೆ ಅಭಿಯಾನವು ಮೈಸೂರಿನಲ್ಲಿಯೂ ಬುಡಕಟ್ಟು, ಗ್ರಾಮೀಣ, ನಗರ ಪ್ರದೇಶಗಳಲ್ಲಿ ಯಶಸ್ವಿಯಾಗಿ ನಡೆದಿದೆ. ಕೇಂದ್ರ ಸರ್ಕಾರದ ಹಲವು ಜನಪರ ಯೋಜನೆಗಳ ಸೌಲಭ್ಯ ಜನರಿಗೆ ತಲುಪಿಸುವ ಉದ್ದೇಶದಿಂದ ನಡೆಯುತ್ತಿರುವ ವಿಕಸಿತ ಭಾರತ ಸಂಕಲ್ಪ ಯಾತ್ರೆ ಜನರ ಮನೆ ಬಾಗಿಲಿಗೆ ಯೋಜನೆಗಳನ್ನು ತಲುಪಿಸುವ ಕಾರ್ಯಕ್ರಮ. ಮೈಸೂರಿನ ಕೇಂದ್ರ ಸರ್ಕಾರದ ವಿವಿಧ ಇಲಾಖೆಗಳ ಸಮಯದ ಪ್ರಯೋಜನ ಯೋಜನೆಗಳ ಮಾಹಿತಿ ಹಾಗೂ ಸೌಲಭ್ಯಗಳನ್ನು ಫಲಾನುಭವಿಗಳಿಗೆ ಕಲ್ಪಿಸಲಾಯಿತು. ನವೆಂಬರ್ 15, 2023ರಿಂದ ರಾಷ್ಟ್ರಪತಿ ಚಾಲನೆ ನೀಡಿದ್ದರು. [975, 1918, 1255, 2066]
gade-box [96, 467, 473, 519]
gade-right: ಆತ್ಮಕ್ಕೆ ತಕ್ಕನೇಕ, ದೇಶಕ್ಕೆ ತಕ್ಕ ಭಾಷೆ [262, 476, 399, 491]
footer-rule [80, 2179, 1498, 2181]
elderly-hands-photo [738, 337, 1076, 588]
news-body-left: ಮೈಸೂರು: ದೇಶಾದ್ಯಂತ ನಡೆಯುತ್ತಿರುವ ವಿಕಸಿತ ಭಾರತ ಸಂಕಲ್ಪ ಯಾತ್ರೆ ಅಭಿಯಾನವು ಮೈಸೂರಿನಲ್ಲಿಯೂ ಬುಡಕಟ್ಟು, ಗ್ರಾಮೀಣ, ನಗರ ಪ್ರದೇಶಗಳಲ್ಲಿ ಯಶಸ್ವಿಯಾಗಿ ನಡೆದಿದೆ. ಕೇಂದ್ರ ಸರ್ಕಾರದ ಹಲವು ಜನಪರ ಯೋಜನೆಗಳ ಸೌಲಭ್ಯ ಜನರಿಗೆ ತಲುಪಿಸುವ ಉದ್ದೇಶದಿಂದ ನಡೆಯುತ್ತಿರುವ ವಿಕಸಿತ ಭಾರತ ಸಂಕಲ್ಪ ಯಾತ್ರೆ ಜನರ ಮನೆ ಬಾಗಿಲಿಗೆ ಯೋಜನೆಗಳನ್ನು ತಲುಪಿಸುವ ಕಾರ್ಯಕ್ರಮ. ಮೈಸೂರಿನ ಕೇಂದ್ರ ಸರ್ಕಾರದ ವಿವಿಧ ಇಲಾಖೆಗಳ ಸಮಯದ ಪ್ರಯೋಜನ ಯೋಜನೆಗಳ ಮಾಹಿತಿ ಹಾಗೂ ಸೌಲಭ್ಯಗಳನ್ನು ಫಲಾನುಭವಿಗಳಿಗೆ ಕಲ್ಪಿಸಲಾಯಿತು. ನವೆಂಬರ್ 15, 2023ರಿಂದ ರಾಷ್ಟ್ರಪತಿ ಚಾಲನೆ ನೀಡಿದ್ದರು. [489, 1522, 679, 1754]
editor-line: ಸಂಪಾದಕ: ಎಂ.ಗೋವಿಂದೇಗೌಡ M.A. [195, 369, 380, 385]
tagline-sub: (ಭೂಮಿಯ ಸತ್ಯದ ಮೇಲೆ ನಿಂತಿದೆ, ಸತ್ಯನಿಷ್ಠ ಮಾರ್ಗದಲ್ಲಿ ಧರ್ಮವಿದೆ) [175, 347, 400, 359]
letter-salutation: ಮಾನ್ಯರೆ, [109, 1746, 145, 1761]
led-screen-shape [975, 1556, 1223, 1737]
letter-body: ಪ್ರಸ್ತುತ ಕರ್ನಾಟಕ ಸರ್ಕಾರ ಗೃಹಜ್ಯೋತಿ, ಗೃಹಲಕ್ಷ್ಮಿ, ಅನ್ನಭಾಗ್ಯ ಮತ್ತು ಶಕ್ತಿ ಯೋಜನೆಯನ್ನು ಜಾರಿಗೊಳಿಸಿದೆ. ಈಗ ವಿದ್ಯಾವಂತ ನಿರುದ್ಯೋಗಿಗಳಿಗೆ ಯುವನಿಧಿ ಯೋಜನೆ ಜಾರಿ ಮಾಡಿರುವುದು ಸ್ವಾಗತಾರ್ಹ. ಕರ್ನಾಟಕ ಸರ್ಕಾರದ ಮಹತ್ವಾಕಾಂಕ್ಷೆಯ "ಯುವನಿಧಿ" ಯೋಜನೆ 2022–23 ಸಾಲಿನಲ್ಲಿ ಪದವೀಧರರಿಗೆ ಮಾಸಿಕ 3000 ರೂ ಮತ್ತು ಡಿಪ್ಲೊಮಾ ಪದವೀಧರರಿಗೆ ಮಾಸಿಕ 1500 ರೂಗಳನ್ನು ನೀಡುವ ಈ ಯೋಜನೆ ಯುವಜನತೆಗೆ ಸಹಕಾರಿಯಾಗಲಿದೆ. ಯುವನಿಧಿ ಯೋಜನೆಯ ಪ್ರಯೋಜನ ಪಡೆದು ಯುವಕರು ಉದ್ಯೋಗ ಕಂಡುಕೊಳ್ಳಲು ಸಾಧ್ಯವಾಗಲಿದೆ. ಸರ್ಕಾರ ಅರ್ಹರಿಗೆ ತಲುಪುವಂತೆ ಎಚ್ಚರ ವಹಿಸಬೇಕು. [102, 1764, 469, 1878]
photo-caption: ವಿಕಸಿತ ಭಾರತ ಸಂಕಲ್ಪ ಯಾತ್ರೆ ಅಭಿಯಾನವು ಮೈಸೂರಿನಲ್ಲಿಂದು ಯಶಸ್ವಿಯಾಗಿ ಮುಕ್ತಾಯಗೊಂಡಿತು [684, 1894, 1255, 1914]
